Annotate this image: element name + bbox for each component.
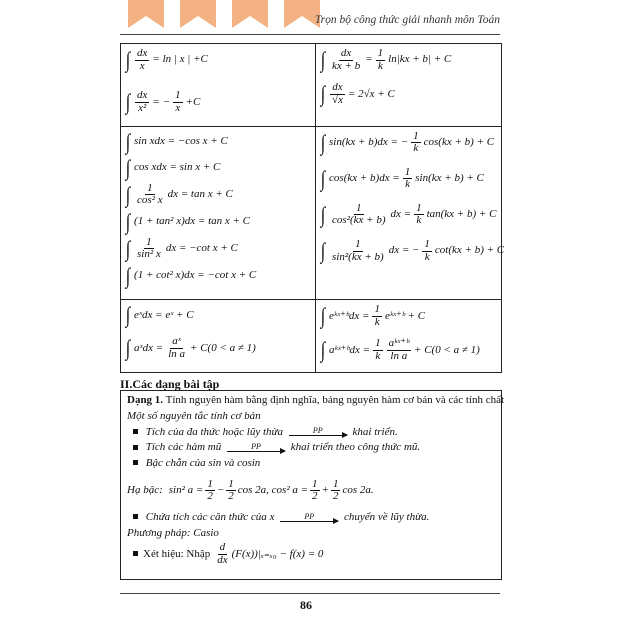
fraction: $\frac{\text{aˣ}}{\text{ln a}}$ xyxy=(168,335,186,360)
formula-line: ∫ $\frac{dx}{√x}$ = 2√x + C xyxy=(320,81,395,107)
formula-line: ∫ eˣdx = eˣ + C xyxy=(125,302,194,328)
dang-title: Tính nguyên hàm bằng định nghĩa, bảng nguyên hàm cơ bản và các tính chất xyxy=(165,394,505,406)
fraction: $\frac{1}{k}$ xyxy=(377,47,384,72)
bullet-icon xyxy=(133,551,138,556)
integral-icon: ∫ xyxy=(125,89,131,115)
formula-line: ∫ aᵏˣ⁺ᵇdx = $\frac{1}{k}$ $\frac{\text{aᵏˣ⁺ᵇ}}{\text{ln a}}$ + C(0 < a ≠ 1) xyxy=(320,337,480,363)
dang-label: Dạng 1. xyxy=(127,394,164,406)
fraction: $\frac{1}{x}$ xyxy=(175,89,181,114)
formula-line: ∫ $\frac{1}{\text{sin² x}}$ dx = −cot x + C xyxy=(125,235,238,261)
bullet-icon xyxy=(133,445,138,450)
formula-cell-right xyxy=(316,126,505,300)
integral-icon: ∫ xyxy=(125,181,131,207)
formula-row xyxy=(121,44,502,127)
formula-cell-right xyxy=(316,300,502,373)
fraction: $\frac{1}{\text{cos² x}}$ xyxy=(137,181,163,207)
bullet-item: Bậc chẵn của sin và cosin xyxy=(127,457,495,471)
footer-rule xyxy=(120,593,500,594)
formula-row xyxy=(121,126,502,300)
integral-icon: ∫ xyxy=(125,154,131,180)
formula-line: ∫ $\frac{1}{\text{cos² x}}$ dx = tan x + C xyxy=(125,181,233,207)
formula-row xyxy=(121,300,502,373)
bullet-icon xyxy=(133,514,138,519)
formula-table xyxy=(120,43,505,373)
exercise-box xyxy=(120,390,505,580)
fraction: $\frac{1}{k}$ xyxy=(413,129,419,155)
bullet-item: Xét hiệu: Nhập $\frac{d}{dx}$ (F(x))|ₓ₌ₓ₀ − f(x) = 0 xyxy=(127,542,495,566)
arrow-icon: PP xyxy=(227,443,285,452)
integral-icon: ∫ xyxy=(320,337,326,363)
bullet-item: Tích của đa thức hoặc lũy thừa PP khai triển. xyxy=(127,426,495,440)
formula-line: ∫ $\frac{1}{\text{cos²(kx + b)}}$ dx = $\frac{1}{k}$ tan(kx + b) + C xyxy=(320,201,497,227)
formula-line: ∫ aˣdx = $\frac{\text{aˣ}}{\text{ln a}}$ + C(0 < a ≠ 1) xyxy=(125,335,256,361)
integral-icon: ∫ xyxy=(125,302,131,328)
bullet-item: Chứa tích các căn thức của x PP chuyển về lũy thừa. xyxy=(127,511,495,525)
formula-line: ∫ $\frac{dx}{kx + b}$ = $\frac{1}{k}$ ln|kx + b| + C xyxy=(320,47,452,73)
fraction: $\frac{1}{k}$ xyxy=(375,337,381,362)
formula-cell-right xyxy=(316,44,502,127)
formula-line: ∫ cos(kx + b)dx = $\frac{1}{k}$ sin(kx + b) + C xyxy=(320,165,484,191)
arrow-icon: PP xyxy=(289,427,347,436)
integral-icon: ∫ xyxy=(125,208,131,234)
bullet-icon xyxy=(133,460,138,465)
formula-line: ∫ cos xdx = sin x + C xyxy=(125,154,221,180)
fraction: $\frac{1}{\text{sin²(kx + b)}}$ xyxy=(332,238,384,263)
fraction: $\frac{dx}{x}$ xyxy=(137,47,148,72)
integral-icon: ∫ xyxy=(320,165,326,191)
formula-line: ∫ sin(kx + b)dx = − $\frac{1}{k}$ cos(kx + b) + C xyxy=(320,129,495,155)
integral-icon: ∫ xyxy=(125,335,131,361)
section-heading: II.Các dạng bài tập xyxy=(120,377,220,391)
integral-icon: ∫ xyxy=(125,235,131,261)
page-number: 86 xyxy=(300,598,312,612)
bullet-item: Tích các hàm mũ PP khai triển theo công thức mũ. xyxy=(127,441,495,455)
formula-cell-left xyxy=(121,300,316,373)
dang-title-row xyxy=(127,394,505,408)
formula-line: ∫ (1 + tan² x)dx = tan x + C xyxy=(125,208,251,234)
header-title: Trọn bộ công thức giải nhanh môn Toán xyxy=(314,14,500,26)
fraction: $\frac{1}{k}$ xyxy=(424,238,430,263)
integral-icon: ∫ xyxy=(320,129,326,155)
formula-cell-left xyxy=(121,126,316,300)
formula-line: ∫ $\frac{1}{\text{sin²(kx + b)}}$ dx = − $\frac{1}{k}$ cot(kx + b) + C xyxy=(320,238,505,264)
formula-line: ∫ $\frac{dx}{x}$ = ln | x | +C xyxy=(125,47,208,73)
formula-line: ∫ sin xdx = −cos x + C xyxy=(125,128,228,154)
header-chevron-decoration xyxy=(128,0,328,30)
subtitle: Một số nguyên tắc tính cơ bản xyxy=(127,409,261,422)
ha-bac-formula: Hạ bậc: sin² a = $\frac{1}{2}$ − $\frac{1}{2}$ cos 2a, cos² a = $\frac{1}{2}$ + $\frac{1}{2}$ cos 2a. xyxy=(127,477,374,503)
arrow-icon: PP xyxy=(280,513,338,522)
fraction: $\frac{1}{k}$ xyxy=(416,201,422,227)
integral-icon: ∫ xyxy=(320,303,326,329)
fraction: $\frac{\text{aᵏˣ⁺ᵇ}}{\text{ln a}}$ xyxy=(388,337,410,362)
formula-line: ∫ $\frac{dx}{\text{x²}}$ = − $\frac{1}{x}$ +C xyxy=(125,89,201,115)
integral-icon: ∫ xyxy=(320,238,326,264)
integral-icon: ∫ xyxy=(125,47,131,73)
fraction: $\frac{1}{\text{sin² x}}$ xyxy=(137,235,161,261)
integral-icon: ∫ xyxy=(320,47,326,73)
formula-line: ∫ (1 + cot² x)dx = −cot x + C xyxy=(125,262,257,288)
fraction: $\frac{1}{k}$ xyxy=(404,165,411,191)
integral-icon: ∫ xyxy=(125,128,131,154)
fraction: $\frac{dx}{\text{x²}}$ xyxy=(137,89,148,114)
method-label: Phương pháp: Casio xyxy=(127,526,219,539)
fraction: $\frac{dx}{√x}$ xyxy=(332,81,343,106)
bullet-icon xyxy=(133,429,138,434)
integral-icon: ∫ xyxy=(320,201,326,227)
header-rule xyxy=(120,34,500,35)
formula-line: ∫ eᵏˣ⁺ᵇdx = $\frac{1}{k}$ eᵏˣ⁺ᵇ + C xyxy=(320,303,426,329)
integral-icon: ∫ xyxy=(320,81,326,107)
fraction: $\frac{dx}{kx + b}$ xyxy=(332,47,361,72)
fraction: $\frac{1}{k}$ xyxy=(374,303,380,328)
fraction: $\frac{1}{\text{cos²(kx + b)}}$ xyxy=(332,201,386,227)
integral-icon: ∫ xyxy=(125,262,131,288)
formula-cell-left xyxy=(121,44,316,127)
